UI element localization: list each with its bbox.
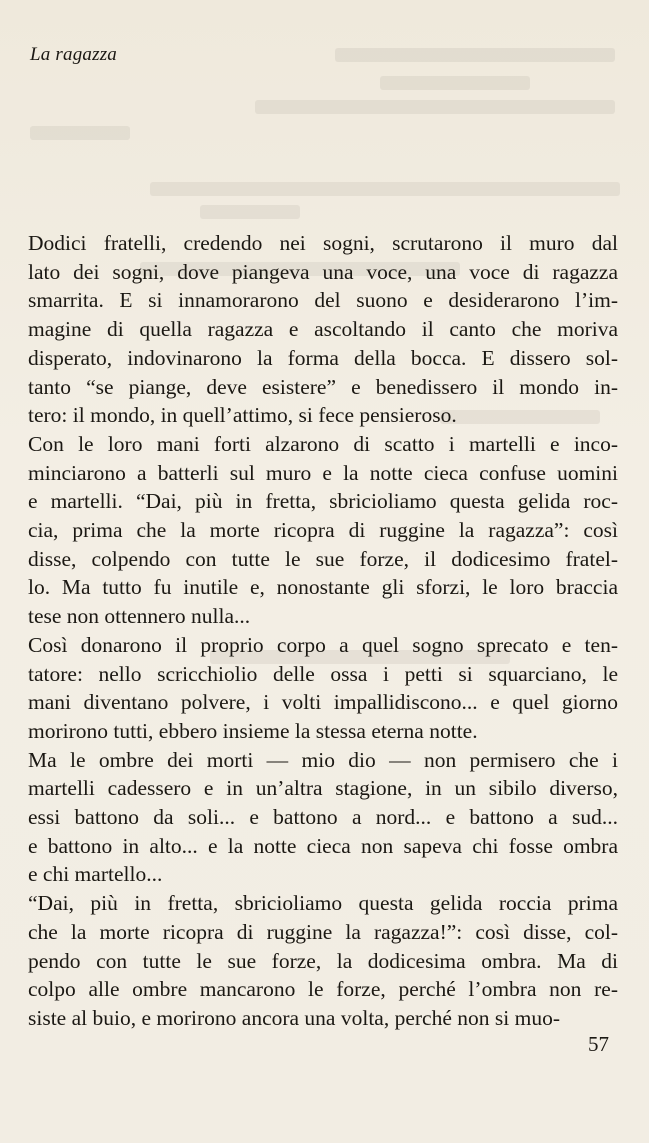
text-line: pendo con tutte le sue forze, la dodicesima ombra. Ma di — [28, 948, 618, 973]
text-line: lo. Ma tutto fu inutile e, nonostante gli sforzi, le loro braccia — [28, 575, 618, 600]
text-line: tanto “se piange, deve esistere” e benedissero il mondo in- — [28, 374, 618, 399]
paragraph — [28, 631, 618, 746]
paragraph — [28, 229, 618, 430]
text-line: cia, prima che la morte ricopra di ruggine la ragazza”: così — [28, 518, 618, 543]
text-line: tese non ottennero nulla... — [28, 604, 251, 629]
text-line: e battono in alto... e la notte cieca non sapeva chi fosse ombra — [28, 833, 618, 858]
text-line: che la morte ricopra di ruggine la ragazza!”: così disse, col- — [28, 919, 618, 944]
text-line: essi battono da soli... e battono a nord... e battono a sud... — [28, 805, 618, 830]
text-line: siste al buio, e morirono ancora una volta, perché non si muo- — [28, 1005, 560, 1030]
paragraph — [28, 746, 618, 890]
text-line: martelli cadessero e in un’altra stagione, in un sibilo diverso, — [28, 776, 618, 801]
text-line: Dodici fratelli, credendo nei sogni, scrutarono il muro dal — [28, 231, 618, 255]
text-line: tatore: nello scricchiolio delle ossa i petti si squarciano, le — [28, 661, 618, 686]
text-line: colpo alle ombre mancarono le forze, perché l’ombra non re- — [28, 977, 618, 1002]
text-line: disperato, indovinarono la forma della bocca. E dissero sol- — [28, 345, 618, 370]
text-line: “Dai, più in fretta, sbricioliamo questa gelida roccia prima — [28, 891, 618, 916]
text-line: Con le loro mani forti alzarono di scatto i martelli e inco- — [28, 431, 618, 456]
body-text — [28, 229, 618, 1033]
text-line: Così donarono il proprio corpo a quel sogno sprecato e ten- — [28, 632, 618, 657]
text-line: minciarono a batterli sul muro e la notte cieca confuse uomini — [28, 460, 618, 485]
paragraph — [28, 889, 618, 1033]
page-number: 57 — [588, 1032, 609, 1056]
text-line: magine di quella ragazza e ascoltando il canto che moriva — [28, 317, 618, 342]
text-line: e chi martello... — [28, 862, 163, 887]
text-line: disse, colpendo con tutte le sue forze, il dodicesimo fratel- — [28, 546, 618, 571]
running-header: La ragazza — [30, 44, 117, 65]
text-line: Ma le ombre dei morti — mio dio — non permisero che i — [28, 747, 618, 772]
paragraph — [28, 430, 618, 631]
text-line: smarrita. E si innamorarono del suono e desiderarono l’im- — [28, 288, 618, 313]
text-line: e martelli. “Dai, più in fretta, sbricioliamo questa gelida roc- — [28, 489, 618, 514]
text-line: tero: il mondo, in quell’attimo, si fece pensieroso. — [28, 403, 457, 428]
text-line: mani diventano polvere, i volti impallidiscono... e quel giorno — [28, 690, 618, 715]
text-line: lato dei sogni, dove piangeva una voce, una voce di ragazza — [28, 259, 618, 284]
text-line: morirono tutti, ebbero insieme la stessa eterna notte. — [28, 718, 478, 743]
